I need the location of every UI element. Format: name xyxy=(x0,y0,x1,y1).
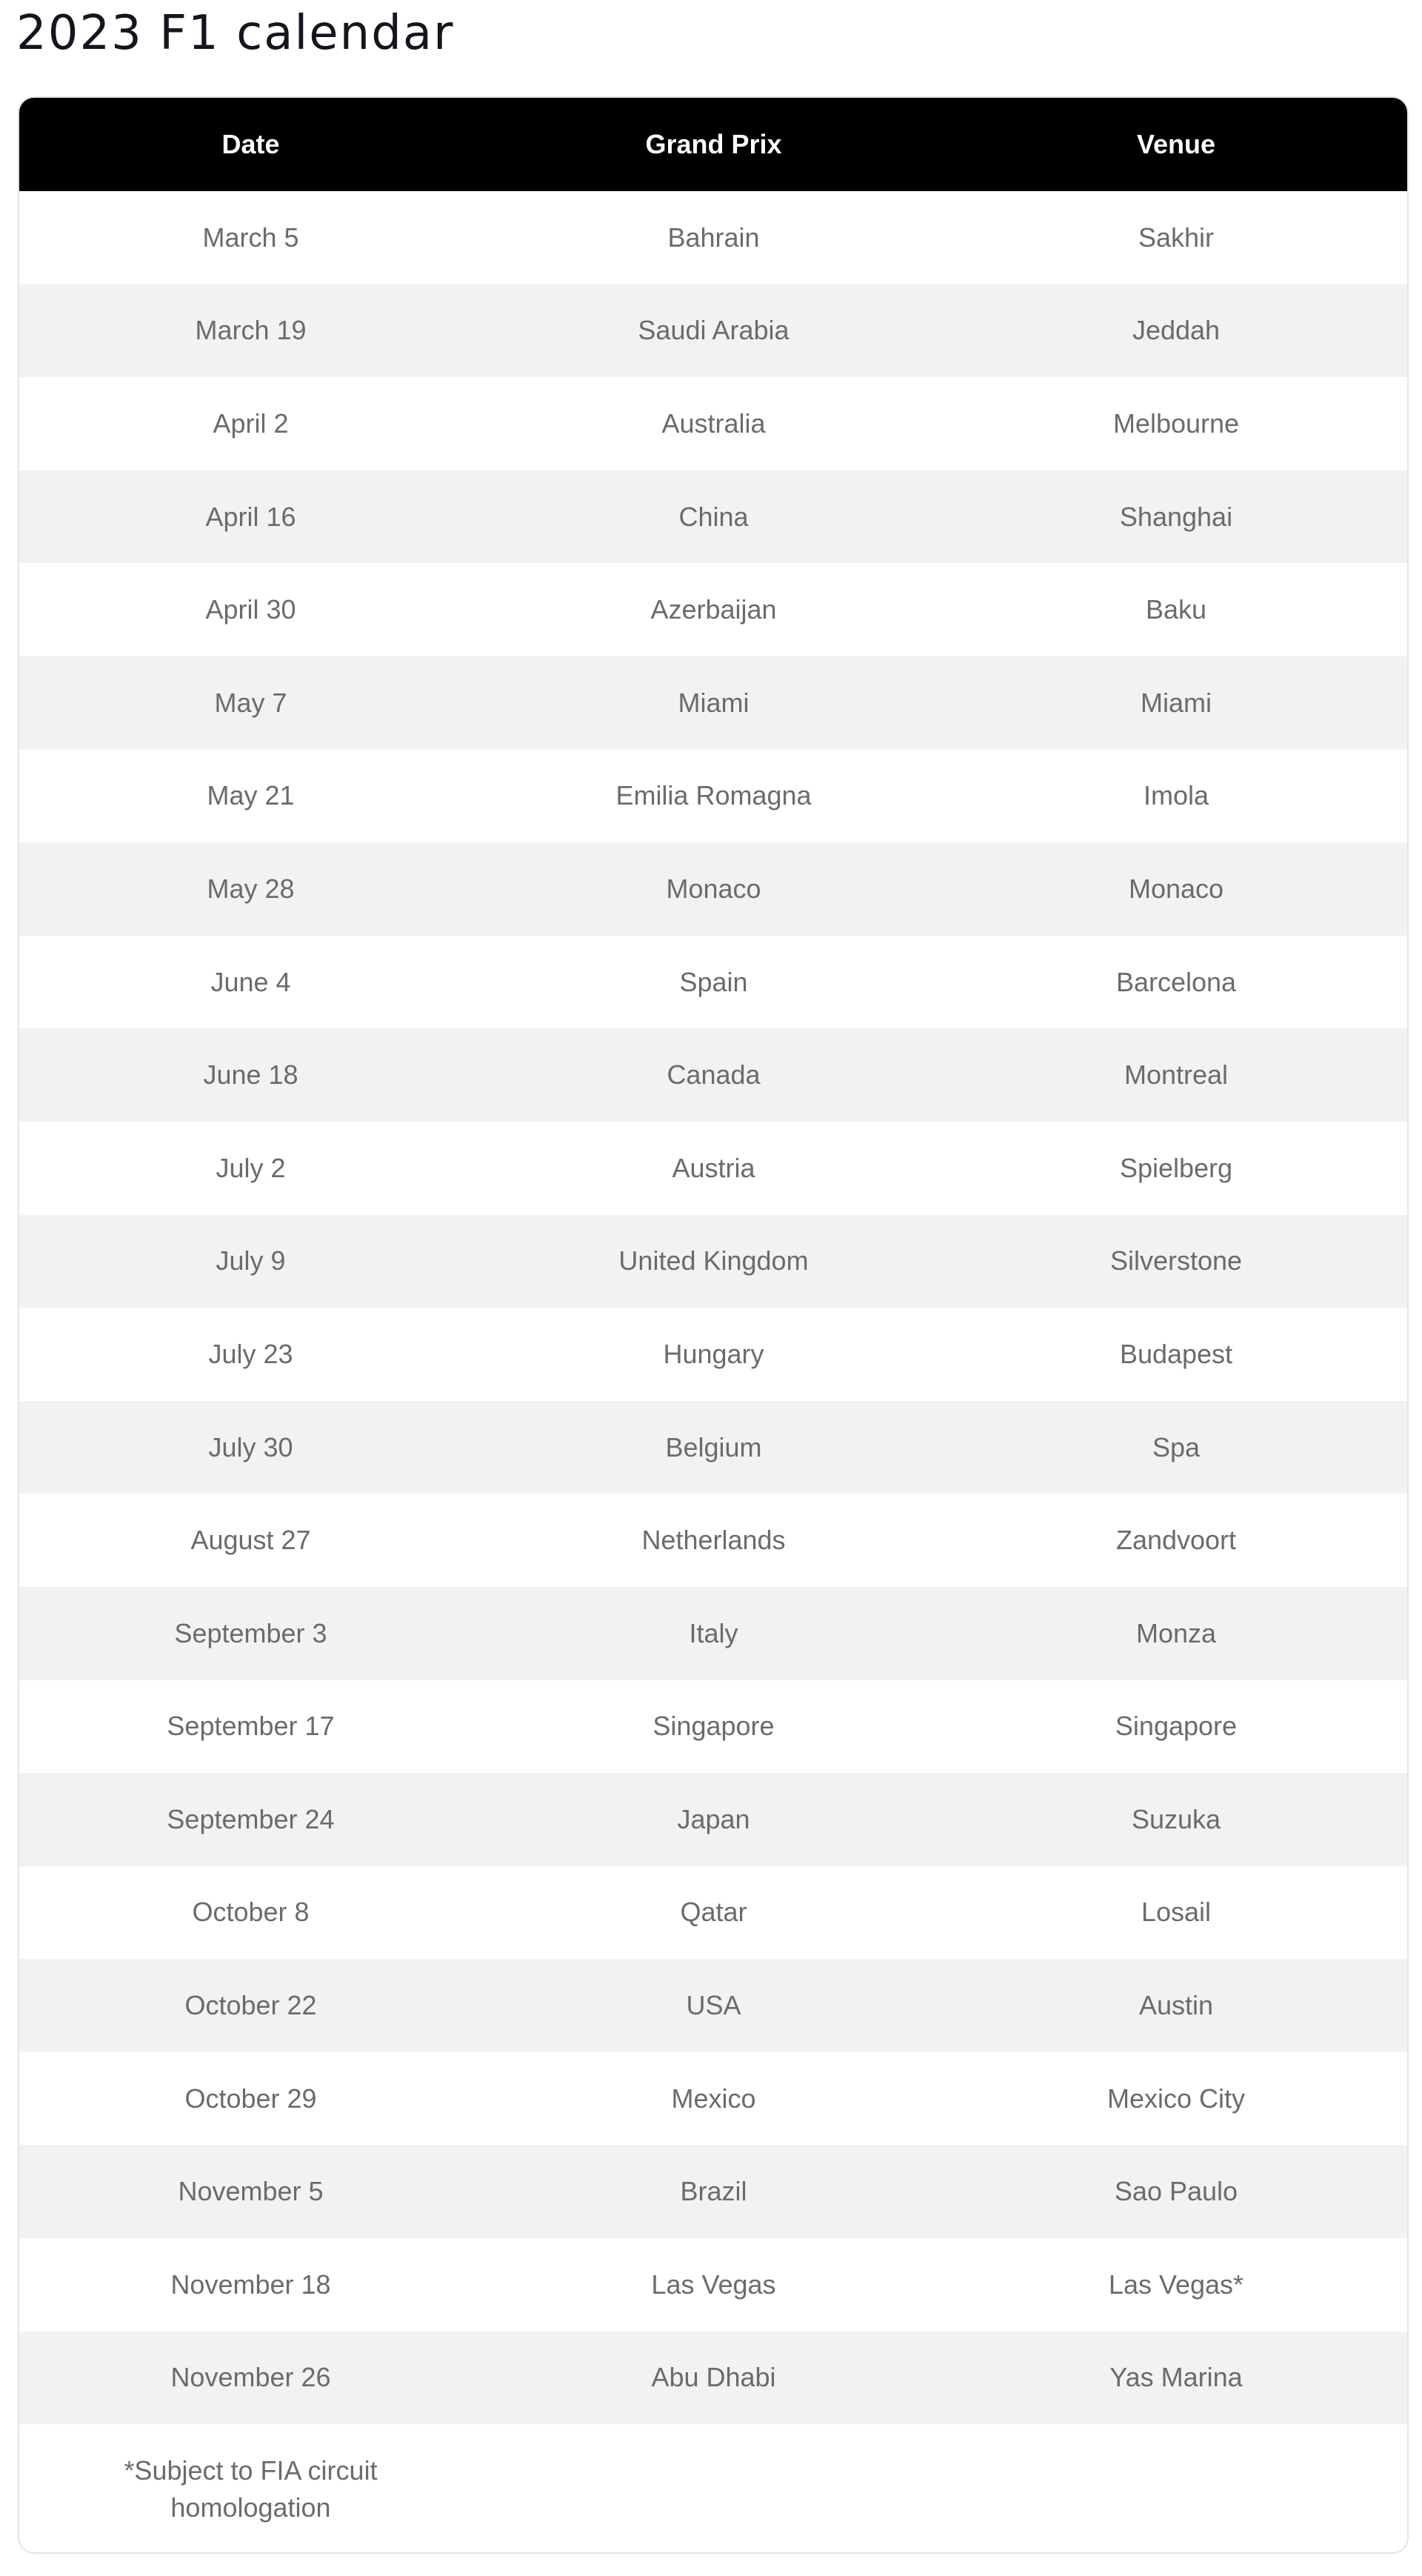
table-row xyxy=(19,750,1407,843)
cell-grand-prix: Miami xyxy=(678,687,750,718)
table-row xyxy=(19,1028,1407,1122)
calendar-table-card xyxy=(18,96,1409,2554)
table-row xyxy=(19,936,1407,1029)
cell-date: September 17 xyxy=(167,1711,335,1742)
table-row xyxy=(19,1587,1407,1680)
cell-venue: Spa xyxy=(1152,1431,1201,1462)
cell-venue: Imola xyxy=(1143,780,1209,811)
cell-date: March 19 xyxy=(195,315,307,346)
cell-grand-prix: Brazil xyxy=(680,2176,747,2207)
cell-date: May 7 xyxy=(214,687,287,718)
cell-venue: Montreal xyxy=(1124,1059,1229,1091)
cell-venue: Monaco xyxy=(1128,873,1224,904)
table-row xyxy=(19,1401,1407,1494)
footnote-row xyxy=(19,2424,1407,2554)
footnote-cell xyxy=(19,2424,482,2554)
cell-grand-prix: Emilia Romagna xyxy=(615,780,812,811)
cell-date: July 9 xyxy=(216,1245,286,1277)
cell-date: October 22 xyxy=(184,1990,317,2021)
table-row xyxy=(19,284,1407,378)
cell-venue: Spielberg xyxy=(1119,1152,1233,1183)
cell-date: July 23 xyxy=(208,1338,293,1369)
cell-venue: Sakhir xyxy=(1138,222,1215,253)
table-row xyxy=(19,470,1407,564)
cell-venue: Miami xyxy=(1141,687,1212,718)
table-row xyxy=(19,2238,1407,2332)
cell-grand-prix: United Kingdom xyxy=(618,1245,809,1277)
cell-date: July 2 xyxy=(216,1152,286,1183)
table-row xyxy=(19,2145,1407,2238)
table-row xyxy=(19,2052,1407,2146)
cell-date: September 24 xyxy=(167,1803,335,1834)
cell-venue: Shanghai xyxy=(1119,501,1233,532)
table-row xyxy=(19,377,1407,470)
cell-date: October 8 xyxy=(192,1897,310,1928)
cell-grand-prix: Saudi Arabia xyxy=(638,315,790,346)
cell-date: March 5 xyxy=(202,222,299,253)
cell-venue: Singapore xyxy=(1115,1711,1238,1742)
cell-grand-prix: Austria xyxy=(672,1152,755,1183)
table-row xyxy=(19,191,1407,284)
cell-grand-prix: Abu Dhabi xyxy=(651,2362,776,2393)
cell-date: November 18 xyxy=(170,2269,331,2300)
cell-venue: Barcelona xyxy=(1115,966,1237,997)
cell-venue: Losail xyxy=(1141,1897,1212,1928)
cell-grand-prix: Australia xyxy=(661,407,766,439)
table-row xyxy=(19,1866,1407,1960)
table-row xyxy=(19,1773,1407,1866)
cell-date: August 27 xyxy=(190,1525,311,1556)
column-header-grand-prix: Grand Prix xyxy=(645,129,782,159)
table-row xyxy=(19,1122,1407,1215)
cell-grand-prix: Bahrain xyxy=(667,222,760,253)
cell-grand-prix: Mexico xyxy=(671,2083,756,2114)
table-row xyxy=(19,563,1407,656)
cell-grand-prix: China xyxy=(678,501,749,532)
cell-date: May 28 xyxy=(207,873,295,904)
table-row xyxy=(19,1215,1407,1308)
cell-venue: Monza xyxy=(1135,1617,1217,1648)
cell-venue: Mexico City xyxy=(1106,2083,1246,2114)
cell-venue: Budapest xyxy=(1119,1338,1233,1369)
cell-venue: Las Vegas* xyxy=(1108,2269,1244,2300)
table-row xyxy=(19,842,1407,936)
cell-grand-prix: Netherlands xyxy=(641,1525,786,1556)
cell-grand-prix: Spain xyxy=(679,966,748,997)
cell-venue: Jeddah xyxy=(1132,315,1221,346)
cell-grand-prix: Japan xyxy=(677,1803,750,1834)
cell-venue: Silverstone xyxy=(1109,1245,1243,1277)
cell-date: June 18 xyxy=(203,1059,298,1091)
cell-date: September 3 xyxy=(174,1617,327,1648)
footnote-text: *Subject to FIA circuit homologation xyxy=(124,2454,378,2523)
cell-venue: Melbourne xyxy=(1112,407,1240,439)
cell-grand-prix: Monaco xyxy=(666,873,761,904)
cell-grand-prix: Azerbaijan xyxy=(650,594,777,625)
cell-date: July 30 xyxy=(208,1431,293,1462)
empty-cell xyxy=(945,2424,1407,2554)
table-body xyxy=(19,191,1407,2554)
table-row xyxy=(19,1494,1407,1587)
cell-grand-prix: Canada xyxy=(667,1059,761,1091)
table-row xyxy=(19,1959,1407,2052)
cell-grand-prix: USA xyxy=(686,1990,741,2021)
empty-cell xyxy=(482,2424,945,2554)
cell-venue: Austin xyxy=(1138,1990,1214,2021)
calendar-table xyxy=(19,98,1407,2554)
cell-grand-prix: Qatar xyxy=(680,1897,747,1928)
page-title: 2023 F1 calendar xyxy=(16,6,455,61)
cell-date: June 4 xyxy=(210,966,291,997)
column-header-venue: Venue xyxy=(1136,129,1216,159)
cell-date: April 16 xyxy=(205,501,296,532)
cell-date: April 2 xyxy=(213,407,289,439)
cell-grand-prix: Las Vegas xyxy=(651,2269,776,2300)
cell-grand-prix: Italy xyxy=(689,1617,738,1648)
cell-date: October 29 xyxy=(184,2083,317,2114)
table-row xyxy=(19,2332,1407,2425)
cell-date: May 21 xyxy=(207,780,295,811)
column-header-date: Date xyxy=(221,129,280,159)
cell-venue: Baku xyxy=(1145,594,1207,625)
cell-date: November 5 xyxy=(178,2176,324,2207)
cell-grand-prix: Hungary xyxy=(663,1338,764,1369)
cell-date: November 26 xyxy=(170,2362,331,2393)
table-row xyxy=(19,1308,1407,1401)
table-row xyxy=(19,1680,1407,1774)
table-row xyxy=(19,656,1407,750)
cell-venue: Zandvoort xyxy=(1115,1525,1237,1556)
table-header-row xyxy=(19,98,1407,191)
cell-venue: Sao Paulo xyxy=(1114,2176,1238,2207)
table-header xyxy=(19,98,1407,191)
cell-grand-prix: Singapore xyxy=(652,1711,775,1742)
cell-grand-prix: Belgium xyxy=(665,1431,762,1462)
cell-date: April 30 xyxy=(205,594,296,625)
cell-venue: Yas Marina xyxy=(1109,2362,1243,2393)
cell-venue: Suzuka xyxy=(1131,1803,1221,1834)
